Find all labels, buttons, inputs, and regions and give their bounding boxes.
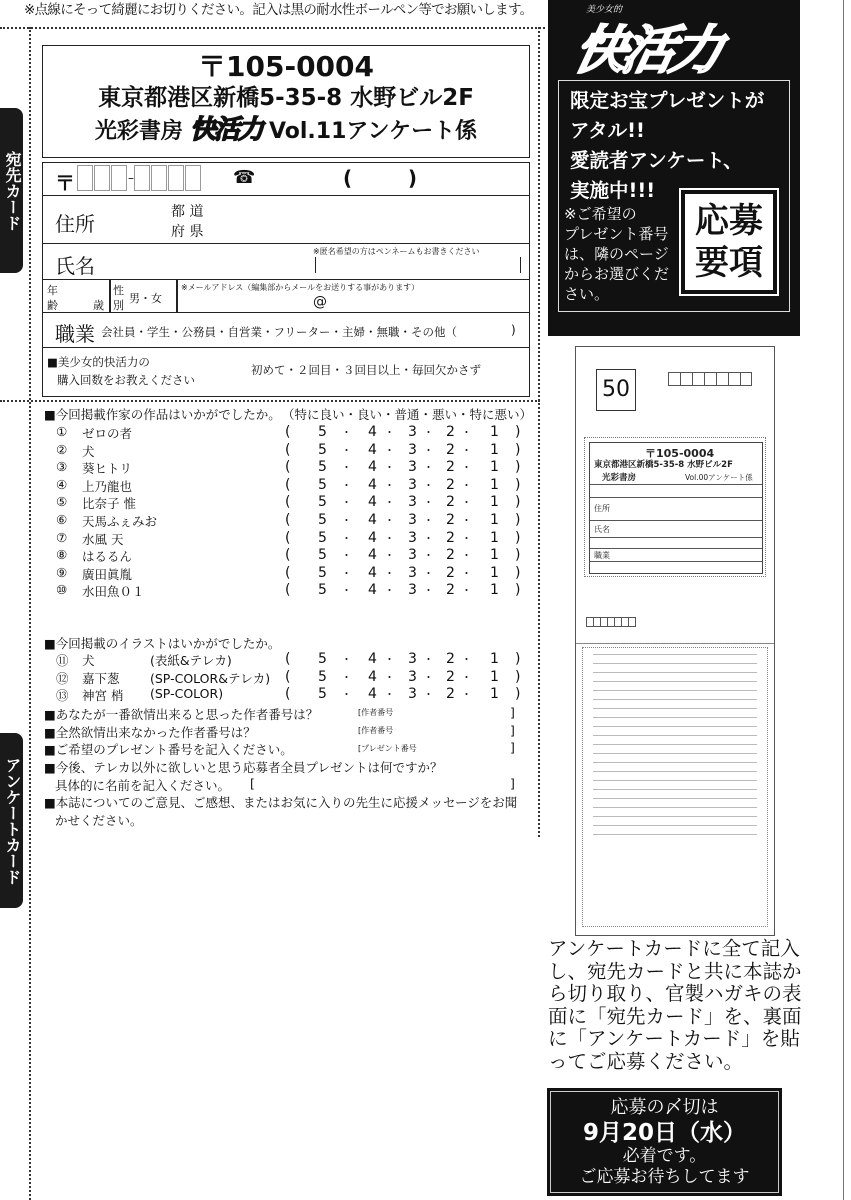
separator: ・: [341, 426, 352, 439]
promo-headline-2: アタル!!: [570, 119, 645, 142]
promo-headline-3: 愛読者アンケート、: [570, 149, 743, 172]
illust-heading: ■今回掲載のイラストはいかがでしたか。: [44, 636, 281, 651]
score-option-3[interactable]: 3: [408, 512, 417, 528]
separator: ・: [423, 478, 434, 492]
score-option-5[interactable]: 5: [318, 512, 327, 528]
stamp-value: 50: [602, 377, 630, 402]
postcard-example: [575, 346, 775, 936]
badge-line-1: 応募: [695, 201, 763, 241]
scale-legend: （特に良い・良い・普通・悪い・特に悪い）: [282, 407, 533, 422]
item-number: ⑪: [56, 653, 69, 668]
mini-postal: 〒105-0004: [645, 447, 715, 460]
penname-input[interactable]: [315, 257, 521, 273]
separator: ・: [384, 514, 395, 527]
paren-close: ): [515, 512, 521, 528]
separator: ・: [341, 531, 352, 545]
separator: ・: [341, 461, 352, 475]
separator: ・: [384, 549, 395, 563]
tab-survey-card: アンケートカード: [0, 733, 23, 908]
mini-postal-boxes: [668, 372, 752, 386]
score-option-5[interactable]: 5: [318, 424, 327, 440]
score-option-5[interactable]: 5: [318, 547, 327, 564]
mini-dept: Vol.00アンケート係: [685, 473, 753, 482]
score-option-2[interactable]: 2: [446, 668, 455, 685]
item-note: (SP-COLOR): [150, 686, 224, 702]
paren-close: ): [515, 651, 521, 667]
purchase-row: [43, 348, 529, 398]
separator: ・: [423, 549, 434, 563]
mini-postal-boxes-bottom: [586, 617, 636, 627]
q-future-present-2: 具体的に名前を記入ください。: [55, 778, 231, 793]
page-edge-line: [843, 0, 844, 1200]
paren-close: ): [515, 459, 521, 476]
score-option-3[interactable]: 3: [408, 564, 417, 581]
score-option-5[interactable]: 5: [318, 494, 327, 511]
score-option-5[interactable]: 5: [318, 686, 327, 703]
q-best-author-field[interactable]: [作者番号: [358, 708, 394, 717]
separator: ・: [461, 653, 472, 666]
occupation-options[interactable]: 会社員・学生・公務員・自営業・フリーター・主婦・無職・その他（: [101, 325, 458, 339]
separator: ・: [461, 584, 472, 598]
occupation-other-close: ): [511, 323, 516, 337]
mini-job-label: 職業: [594, 551, 610, 560]
item-note: (SP-COLOR&テレカ): [150, 670, 271, 686]
score-option-2[interactable]: 2: [446, 512, 455, 528]
instructions-line: し、宛先カードと共に本誌か: [548, 959, 802, 983]
score-option-3[interactable]: 3: [408, 651, 417, 667]
q-present-number: ■ご希望のプレゼント番号を記入ください。: [44, 742, 293, 757]
separator: ・: [461, 670, 472, 684]
separator: ・: [384, 461, 395, 475]
score-option-3[interactable]: 3: [408, 441, 417, 458]
phone-input[interactable]: ( ): [343, 166, 417, 190]
separator: ・: [423, 514, 434, 527]
score-option-1[interactable]: 1: [490, 459, 499, 476]
sex-options[interactable]: 男・女: [129, 292, 162, 305]
separator: ・: [423, 688, 434, 702]
item-name: 嘉下葱: [82, 670, 120, 686]
promo-panel: [548, 0, 800, 336]
score-option-1[interactable]: 1: [490, 494, 499, 511]
mini-street: 東京都港区新橋5-35-8 水野ビル2F: [594, 460, 733, 470]
score-option-4[interactable]: 4: [368, 547, 377, 564]
separator: ・: [423, 653, 434, 666]
mini-address-card: [584, 437, 766, 577]
separator: ・: [461, 478, 472, 492]
score-option-1[interactable]: 1: [490, 476, 499, 493]
mini-name-label: 氏名: [594, 525, 610, 534]
promo-note-2: プレゼント番号: [564, 225, 669, 243]
separator: ・: [461, 426, 472, 439]
score-option-2[interactable]: 2: [446, 494, 455, 511]
item-name: ゼロの者: [82, 426, 133, 441]
separator: ・: [341, 566, 352, 580]
q-comment-2: かせください。: [55, 813, 143, 828]
paren-close: ): [515, 529, 521, 546]
instructions-line: に「アンケートカード」を貼: [548, 1027, 800, 1050]
score-option-4[interactable]: 4: [368, 651, 377, 667]
bracket-close: ]: [510, 776, 515, 791]
address-row[interactable]: [43, 196, 529, 244]
paren-open: (: [285, 476, 291, 493]
bracket-close: ]: [510, 705, 515, 720]
works-heading: ■今回掲載作家の作品はいかがでしたか。: [44, 407, 281, 422]
score-option-4[interactable]: 4: [368, 512, 377, 528]
bracket-close: ]: [510, 740, 515, 755]
separator: ・: [341, 670, 352, 684]
paren-open: (: [285, 424, 291, 440]
paren-open: (: [285, 564, 291, 581]
score-option-3[interactable]: 3: [408, 494, 417, 511]
application-guide-badge: [683, 192, 775, 292]
tab-address-card: 宛先カード: [0, 108, 23, 273]
paren-open: (: [285, 441, 291, 458]
item-name: 水風 天: [82, 531, 124, 547]
score-option-3[interactable]: 3: [408, 529, 417, 546]
score-option-2[interactable]: 2: [446, 459, 455, 476]
score-option-3[interactable]: 3: [408, 459, 417, 476]
name-row[interactable]: [43, 244, 529, 280]
paren-open: (: [285, 494, 291, 511]
separator: ・: [341, 688, 352, 702]
paren-close: ): [515, 476, 521, 493]
paren-close: ): [515, 547, 521, 564]
instructions-line: ら切り取り、官製ハガキの表: [548, 982, 802, 1005]
item-name: 犬: [82, 653, 95, 668]
score-option-5[interactable]: 5: [318, 651, 327, 667]
paren-open: (: [285, 582, 291, 599]
item-name: 葵ヒトリ: [82, 461, 133, 477]
age-unit: 歳: [93, 299, 104, 312]
cut-line-middle: [0, 400, 540, 402]
separator: ・: [341, 514, 352, 527]
score-option-4[interactable]: 4: [368, 459, 377, 476]
paren-close: ): [515, 441, 521, 458]
score-option-5[interactable]: 5: [318, 668, 327, 685]
paren-close: ): [515, 564, 521, 581]
magazine-logo: 快活力: [189, 115, 262, 145]
top-note: ※点線にそって綺麗にお切りください。記入は黒の耐水性ボールペン等でお願いします。: [24, 2, 533, 18]
deadline-note: 必着です。: [622, 1146, 707, 1166]
sender-form: [42, 162, 530, 397]
score-option-3[interactable]: 3: [408, 424, 417, 440]
separator: ・: [423, 496, 434, 510]
instructions-line: 面に「宛先カード」を、裏面: [548, 1004, 802, 1028]
score-option-1[interactable]: 1: [490, 651, 499, 667]
score-option-4[interactable]: 4: [368, 441, 377, 458]
item-number: ⑬: [56, 688, 69, 704]
email-note: ※メールアドレス（編集部からメールをお送りする事があります）: [181, 283, 420, 292]
purchase-options[interactable]: 初めて・２回目・３回目以上・毎回欠かさず: [251, 363, 481, 377]
score-option-4[interactable]: 4: [368, 494, 377, 511]
item-name: はるるん: [82, 549, 133, 565]
promo-headline-4: 実施中!!!: [570, 179, 656, 202]
score-option-1[interactable]: 1: [490, 564, 499, 581]
promo-note-4: からお選びくだ: [564, 265, 670, 283]
separator: ・: [341, 443, 352, 457]
score-option-2[interactable]: 2: [446, 564, 455, 581]
separator: ・: [461, 443, 472, 457]
occupation-label: 職業: [55, 322, 95, 346]
paren-open: (: [285, 668, 291, 685]
separator: ・: [384, 670, 395, 684]
item-number: ⑩: [56, 582, 68, 598]
paren-open: (: [285, 686, 291, 703]
score-option-3[interactable]: 3: [408, 668, 417, 685]
deadline-box: [547, 1088, 782, 1196]
deadline-intro: 応募の〆切は: [610, 1097, 719, 1118]
score-option-5[interactable]: 5: [318, 476, 327, 493]
separator: ・: [461, 531, 472, 545]
score-option-1[interactable]: 1: [490, 529, 499, 546]
separator: ・: [384, 531, 395, 545]
separator: ・: [461, 688, 472, 702]
paren-open: (: [285, 651, 291, 667]
item-name: 廣田眞胤: [82, 566, 133, 582]
cut-line-right: [538, 27, 540, 837]
item-name: 天馬ふぇみお: [82, 514, 158, 529]
score-option-2[interactable]: 2: [446, 686, 455, 703]
separator: ・: [423, 443, 434, 457]
address-label: 住所: [55, 212, 95, 236]
score-option-5[interactable]: 5: [318, 441, 327, 458]
prefecture-label-2: 府 県: [171, 224, 204, 240]
score-option-3[interactable]: 3: [408, 686, 417, 703]
score-option-3[interactable]: 3: [408, 582, 417, 599]
recipient-publisher: 光彩書房: [94, 119, 183, 144]
separator: ・: [384, 478, 395, 492]
item-number: ③: [56, 459, 68, 475]
score-option-2[interactable]: 2: [446, 424, 455, 440]
separator: ・: [384, 653, 395, 666]
score-option-4[interactable]: 4: [368, 686, 377, 703]
q-worst-author-field[interactable]: [作者番号: [358, 726, 394, 735]
cut-line-left: [29, 27, 31, 1200]
separator: ・: [461, 549, 472, 563]
separator: ・: [384, 584, 395, 598]
q-future-present-field[interactable]: [: [250, 776, 255, 791]
instructions-line: アンケートカードに全て記入: [548, 937, 800, 960]
score-option-2[interactable]: 2: [446, 547, 455, 564]
item-number: ⑫: [56, 670, 69, 686]
score-option-1[interactable]: 1: [490, 668, 499, 685]
separator: ・: [384, 496, 395, 510]
name-label: 氏名: [55, 254, 95, 278]
separator: ・: [461, 496, 472, 510]
score-option-4[interactable]: 4: [368, 564, 377, 581]
promo-note-3: は、隣のページ: [564, 245, 669, 263]
phone-icon: ☎: [233, 167, 256, 188]
score-option-5[interactable]: 5: [318, 459, 327, 476]
separator: ・: [423, 461, 434, 475]
separator: ・: [384, 443, 395, 457]
item-number: ⑨: [56, 564, 68, 580]
paren-open: (: [285, 459, 291, 476]
score-option-5[interactable]: 5: [318, 582, 327, 599]
item-number: ⑤: [56, 494, 68, 510]
score-option-2[interactable]: 2: [446, 582, 455, 599]
paren-open: (: [285, 529, 291, 546]
paren-open: (: [285, 512, 291, 528]
score-option-3[interactable]: 3: [408, 476, 417, 493]
separator: ・: [461, 514, 472, 527]
item-name: 上乃龍也: [82, 478, 133, 494]
paren-close: ): [515, 668, 521, 685]
score-option-4[interactable]: 4: [368, 424, 377, 440]
instructions-line: ってご応募ください。: [548, 1049, 744, 1073]
promo-note-5: さい。: [564, 285, 610, 303]
recipient-street: 東京都港区新橋5-35-8 水野ビル2F: [98, 85, 474, 111]
separator: ・: [423, 566, 434, 580]
mini-address-label: 住所: [594, 504, 610, 513]
postal-phone-row: [43, 163, 529, 196]
separator: ・: [384, 688, 395, 702]
occupation-row: [43, 313, 529, 348]
cut-line-top: [0, 27, 545, 29]
recipient-postal: 〒105-0004: [198, 50, 374, 83]
item-name: 犬: [82, 443, 95, 459]
score-option-1[interactable]: 1: [490, 512, 499, 528]
postal-mark: 〒: [55, 171, 75, 195]
score-option-4[interactable]: 4: [368, 668, 377, 685]
score-option-1[interactable]: 1: [490, 424, 499, 440]
mini-publisher: 光彩書房: [602, 473, 637, 483]
score-option-4[interactable]: 4: [368, 582, 377, 599]
promo-logo-small: 美少女的: [586, 5, 623, 15]
separator: ・: [341, 653, 352, 666]
mini-survey-card: [582, 647, 768, 927]
q-best-author: ■あなたが一番欲情出来ると思った作者番号は？: [44, 707, 319, 722]
separator: ・: [423, 670, 434, 684]
separator: ・: [341, 549, 352, 563]
postal-code-input[interactable]: [77, 165, 202, 191]
recipient-address-box: [42, 45, 530, 158]
purchase-question: ■美少女的快活力の: [47, 355, 150, 369]
item-name: 神宮 梢: [82, 688, 124, 704]
score-option-2[interactable]: 2: [446, 529, 455, 546]
q-future-present: ■今後、テレカ以外に欲しいと思う応募者全員プレゼントは何ですか？: [44, 760, 443, 775]
separator: ・: [384, 426, 395, 439]
deadline-date: 9月20日（水）: [582, 1120, 746, 1146]
score-option-4[interactable]: 4: [368, 529, 377, 546]
item-number: ⑧: [56, 547, 68, 563]
score-option-2[interactable]: 2: [446, 651, 455, 667]
item-number: ⑦: [56, 529, 68, 545]
score-option-1[interactable]: 1: [490, 441, 499, 458]
sex-label: 性: [113, 284, 124, 297]
item-note: (表紙&テレカ): [150, 653, 232, 668]
separator: ・: [423, 426, 434, 439]
paren-close: ): [515, 494, 521, 511]
q-worst-author: ■全然欲情出来なかった作者番号は？: [44, 725, 256, 740]
score-option-2[interactable]: 2: [446, 476, 455, 493]
age-label-2: 齢: [47, 299, 58, 312]
recipient-dept: Vol.11アンケート係: [268, 119, 478, 144]
separator: ・: [384, 566, 395, 580]
score-option-1[interactable]: 1: [490, 547, 499, 564]
score-option-4[interactable]: 4: [368, 476, 377, 493]
item-number: ①: [56, 424, 68, 439]
badge-line-2: 要項: [695, 243, 763, 283]
promo-headline-1: 限定お宝プレゼントが: [570, 89, 765, 112]
postal-dash: –: [128, 171, 134, 185]
separator: ・: [461, 566, 472, 580]
paren-open: (: [285, 547, 291, 564]
score-option-1[interactable]: 1: [490, 582, 499, 599]
separator: ・: [341, 478, 352, 492]
sex-label-2: 別: [113, 299, 124, 312]
bracket-close: ]: [510, 723, 515, 738]
score-option-1[interactable]: 1: [490, 686, 499, 703]
separator: ・: [423, 531, 434, 545]
q-comment: ■本誌についてのご意見、ご感想、またはお気に入りの先生に応援メッセージをお聞: [44, 795, 518, 810]
item-number: ④: [56, 476, 68, 492]
paren-close: ): [515, 424, 521, 440]
age-sex-email-row: [43, 280, 529, 313]
separator: ・: [341, 496, 352, 510]
stamp-box: [596, 369, 636, 411]
score-option-5[interactable]: 5: [318, 529, 327, 546]
separator: ・: [423, 584, 434, 598]
item-name: 水田魚０１: [82, 584, 145, 600]
promo-logo: 快活力: [568, 21, 726, 81]
q-present-number-field[interactable]: [プレゼント番号: [358, 744, 417, 753]
email-input[interactable]: @: [313, 294, 327, 310]
score-option-2[interactable]: 2: [446, 441, 455, 458]
penname-note: ※匿名希望の方はペンネームもお書きください: [313, 247, 480, 256]
age-label: 年: [47, 284, 58, 297]
item-number: ②: [56, 441, 68, 457]
paren-close: ): [515, 582, 521, 599]
purchase-question-2: 購入回数をお教えください: [57, 373, 195, 387]
score-option-3[interactable]: 3: [408, 547, 417, 564]
instructions: [548, 938, 802, 1073]
item-number: ⑥: [56, 512, 68, 527]
item-name: 比奈子 惟: [82, 496, 136, 512]
paren-close: ): [515, 686, 521, 703]
score-option-5[interactable]: 5: [318, 564, 327, 581]
deadline-closing: ご応募お待ちしてます: [579, 1167, 750, 1187]
promo-note-1: ※ご希望の: [564, 205, 637, 223]
prefecture-label-1: 都 道: [171, 204, 204, 220]
separator: ・: [461, 461, 472, 475]
separator: ・: [341, 584, 352, 598]
